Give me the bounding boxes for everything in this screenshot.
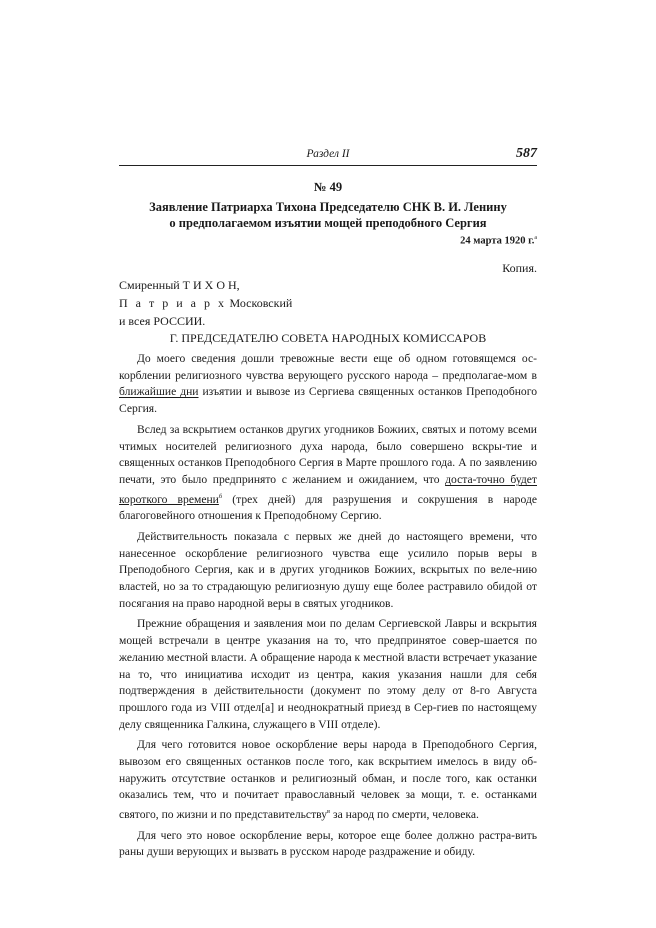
- running-header: [119, 146, 537, 164]
- addressee: Г. ПРЕДСЕДАТЕЛЮ СОВЕТА НАРОДНЫХ КОМИССАРОВ: [169, 331, 487, 345]
- underlined-text: доста-точно будет короткого времени: [119, 472, 537, 506]
- paragraph-text: Для чего готовится новое оскорбление веры народа в Преподобного Сергия, вывозом его священных останков после того, как вскрытием имелось в виду об-наружить отсутствие останков и религиозный обман, и после того, как останки оказались тем, что и почитает православный человек за мощи, т. е. останками святого, по жизни и по представительству: [119, 738, 537, 821]
- paragraph-text: (трех дней) для разрушения и сокрушения в народе благоговейного отношения к Преподобному Сергию.: [119, 492, 537, 523]
- paragraph: [119, 422, 537, 525]
- sender-line-3: и всея РОССИИ.: [119, 314, 206, 328]
- page-number: 587: [516, 146, 537, 161]
- document-number: № 49: [313, 180, 343, 194]
- paragraph-text: Вслед за вскрытием останков других угодников Божиих, святых и потому всеми чтимых носителей религиозного духа народа, было совершено вскры-тие и священных останков Преподобного Сергия в Марте прошлого года. А по заявлению печати, это было предпринято с желанием и ожиданием, что: [119, 422, 537, 486]
- title-line-1: Заявление Патриарха Тихона Председателю СНК В. И. Ленину: [149, 200, 507, 214]
- date-text: 24 марта 1920 г.: [460, 235, 535, 247]
- title-line-2: о предполагаемом изъятии мощей преподобного Сергия: [169, 216, 487, 230]
- sender-line-1: Смиренный Т И Х О Н,: [119, 278, 240, 292]
- document-date: [460, 235, 537, 247]
- paragraph-text: До моего сведения дошли тревожные вести еще об одном готовящемся ос-корблении религиозного чувства верующего русского народа – предполагае-мом в: [119, 352, 537, 382]
- header-rule: [119, 165, 537, 166]
- paragraph: Прежние обращения и заявления мои по делам Сергиевской Лавры и вскрытия мощей встречали в центре указания на то, что предпринятое совер-шается по желанию местной власти. А обращение народа к местной власти встречает указание на то, что инициатива исходит из центра, какия указания нашли для себя подтверждения в действительности (документ по этому делу от 8-го Августа прошлого года из VIII отдел[а] и неоднократный приезд в Сер-гиев по настоящему делу священника Галкина, служащего в VIII отделе).: [119, 617, 537, 731]
- paragraph: Действительность показала с первых же дней до настоящего времени, что нанесенное оскорбление религиозного чувства еще усилило порыв веры в Преподобного Сергия, как и в других угодников Божиих, вскрытых по веле-нию властей, но за то страдающую религиозную душу еще более растравило обидой от посягания на право народной веры в святых угодников.: [119, 529, 537, 610]
- date-footnote-marker: а: [534, 235, 537, 241]
- letter-body: [119, 351, 537, 865]
- section-title: Раздел II: [306, 148, 350, 160]
- paragraph: Для чего это новое оскорбление веры, которое еще более должно растра-вить раны души верующих и вызвать в русском народе раздражение и обиду.: [119, 828, 537, 859]
- sender-block: [119, 276, 292, 330]
- footnote-marker: б: [218, 492, 223, 500]
- copy-label: Копия.: [502, 261, 537, 275]
- sender-title-rest: Московский: [226, 296, 293, 310]
- footnote-marker: в: [327, 808, 331, 816]
- sender-title-spaced: П а т р и а р х: [119, 296, 227, 310]
- sender-line-2: [119, 294, 292, 312]
- document-title: [119, 199, 537, 231]
- paragraph-text: изъятии и вывозе из Сергиева священных останков Преподобного Сергия.: [119, 385, 537, 416]
- paragraph: [119, 737, 537, 823]
- paragraph-text: за народ по смерти, человека.: [330, 808, 479, 821]
- underlined-text: ближайшие дни: [119, 385, 199, 399]
- paragraph: [119, 351, 537, 418]
